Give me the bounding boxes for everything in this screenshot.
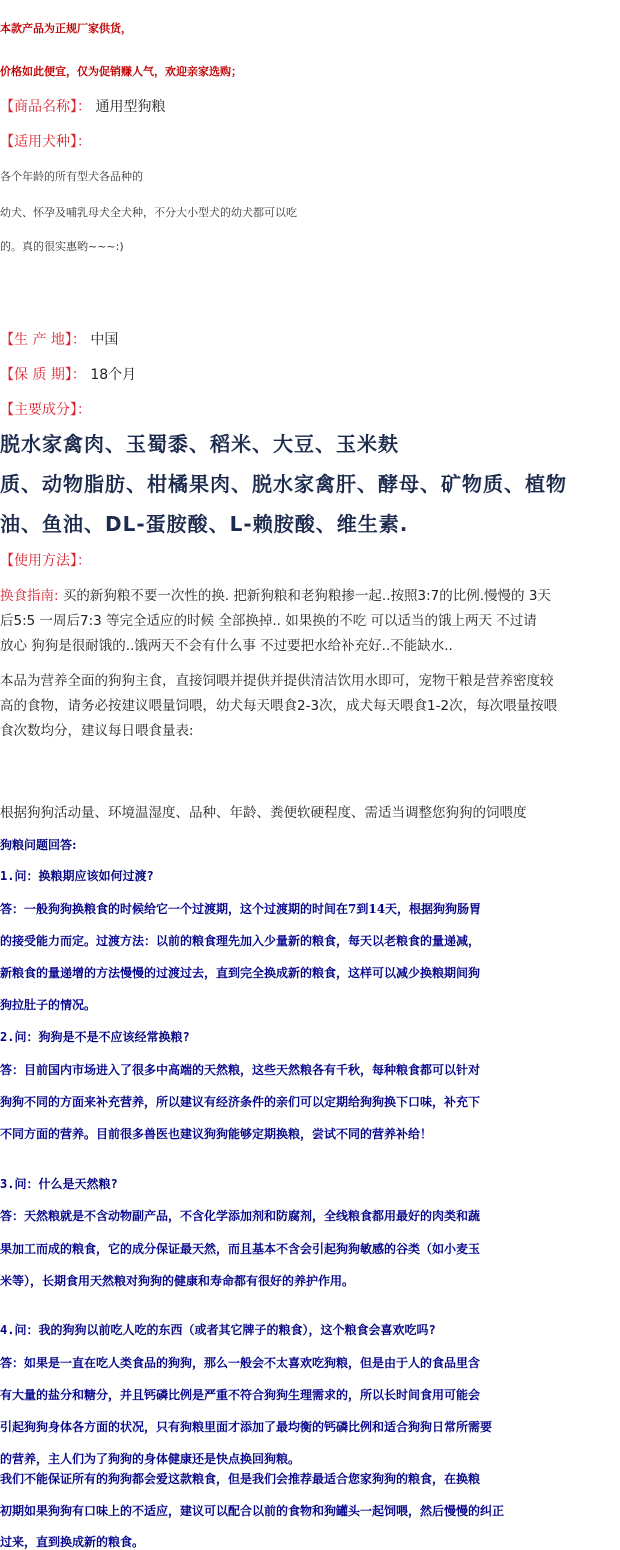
- faq-a3-line-3: 米等），长期食用天然粮对狗狗的健康和寿命都有很好的养护作用。: [0, 1274, 355, 1288]
- faq-a4-line-7: 过来，直到换成新的粮食。: [0, 1535, 145, 1549]
- tip-line-1: [0, 584, 551, 604]
- faq-q3: 3.问：什么是天然粮?: [0, 1177, 118, 1191]
- intro-line-2: 价格如此便宜，仅为促销赚人气，欢迎亲家选购；: [0, 65, 242, 78]
- faq-a3-line-1: 答：天然粮就是不含动物副产品，不含化学添加剂和防腐剂，全线粮食都用最好的肉类和蔬: [0, 1209, 481, 1223]
- ingredients-line-1: 脱水家禽肉、玉蜀黍、稻米、大豆、玉米麸: [0, 432, 399, 456]
- usage-para-line-3: 食次数均分，建议每日喂食量表:: [0, 723, 194, 739]
- faq-a3-line-2: 果加工而成的粮食，它的成分保证最天然，而且基本不含会引起狗狗敏感的谷类（如小麦玉: [0, 1242, 481, 1256]
- product-name-sep: ：: [77, 99, 91, 115]
- origin-value: 中国: [90, 332, 119, 348]
- origin-sep: ：: [71, 332, 86, 348]
- adjust-note: 根据狗狗活动量、环境温湿度、品种、年龄、粪便软硬程度、需适当调整您狗狗的饲喂度: [0, 805, 527, 821]
- shelf-life-row: [0, 364, 136, 384]
- faq-q2: 2.问：狗狗是不是不应该经常换粮?: [0, 1030, 190, 1044]
- faq-q1: 1.问：换粮期应该如何过渡?: [0, 869, 154, 883]
- usage-sep: ：: [77, 553, 91, 569]
- tip-line-3: 放心 狗狗是很耐饿的..饿两天不会有什么事 不过要把水给补充好..不能缺水..: [0, 638, 453, 654]
- suitable-row: [0, 131, 91, 151]
- suitable-line-1: 各个年龄的所有型犬各品种的: [0, 170, 143, 183]
- origin-row: [0, 329, 118, 349]
- ingredients-line-3: 油、鱼油、DL-蛋胺酸、L-赖胺酸、维生素.: [0, 512, 409, 536]
- product-name-row: [0, 96, 165, 116]
- faq-a2-line-2: 狗狗不同的方面来补充营养，所以建议有经济条件的亲们可以定期给狗狗换下口味，补充下: [0, 1095, 481, 1109]
- shelf-life-sep: ：: [71, 367, 86, 383]
- faq-a2-line-1: 答：目前国内市场进入了很多中高端的天然粮，这些天然粮各有千秋，每种粮食都可以针对: [0, 1063, 481, 1077]
- usage-para-line-2: 高的食物，请务必按建议喂量饲喂，幼犬每天喂食2-3次，成犬每天喂食1-2次，每次喂量按喂: [0, 698, 558, 714]
- faq-a4-line-6: 初期如果狗狗有口味上的不适应，建议可以配合以前的食物和狗罐头一起饲喂，然后慢慢的纠正: [0, 1504, 505, 1518]
- suitable-label: 【适用犬种】: [0, 134, 77, 150]
- faq-a4-line-5: 我们不能保证所有的狗狗都会爱这款粮食，但是我们会推荐最适合您家狗狗的粮食，在换粮: [0, 1472, 481, 1486]
- ingredients-row: [0, 399, 91, 419]
- suitable-line-2: 幼犬、怀孕及哺乳母犬全犬种，不分大小型犬的幼犬都可以吃: [0, 206, 297, 219]
- ingredients-label: 【主要成分】: [0, 402, 77, 418]
- shelf-life-value: 18个月: [90, 367, 137, 383]
- tip-label: 换食指南:: [0, 588, 59, 604]
- faq-a4-line-4: 的营养，主人们为了狗狗的身体健康还是快点换回狗粮。: [0, 1452, 301, 1466]
- faq-a1-line-3: 新粮食的量递增的方法慢慢的过渡过去，直到完全换成新的粮食，这样可以减少换粮期间狗: [0, 966, 481, 980]
- ingredients-sep: ：: [77, 402, 91, 418]
- intro-line-1: 本款产品为正规厂家供货，: [0, 22, 132, 35]
- faq-q4: 4.问：我的狗狗以前吃人吃的东西（或者其它牌子的粮食），这个粮食会喜欢吃吗?: [0, 1323, 436, 1337]
- usage-para-line-1: 本品为营养全面的狗狗主食，直接饲喂并提供并提供清洁饮用水即可，宠物干粮是营养密度较: [0, 673, 554, 689]
- shelf-life-label: 【保 质 期】: [0, 367, 72, 383]
- faq-a4-line-2: 有大量的盐分和糖分，并且钙磷比例是严重不符合狗狗生理需求的，所以长时间食用可能会: [0, 1388, 481, 1402]
- tip-text-1: 买的新狗粮不要一次性的换. 把新狗粮和老狗粮掺一起..按照3:7的比例.慢慢的 3天: [58, 588, 551, 604]
- product-name-value: 通用型狗粮: [95, 99, 166, 115]
- product-name-label: 【商品名称】: [0, 99, 77, 115]
- faq-a1-line-4: 狗拉肚子的情况。: [0, 998, 97, 1012]
- faq-a1-line-2: 的接受能力而定。过渡方法：以前的粮食理先加入少量新的粮食，每天以老粮食的量递减，: [0, 934, 481, 948]
- usage-label: 【使用方法】: [0, 553, 77, 569]
- ingredients-line-2: 质、动物脂肪、柑橘果肉、脱水家禽肝、酵母、矿物质、植物: [0, 472, 567, 496]
- faq-title: 狗粮问题回答:: [0, 838, 77, 852]
- faq-a4-line-1: 答：如果是一直在吃人类食品的狗狗，那么一般会不太喜欢吃狗粮，但是由于人的食品里含: [0, 1356, 481, 1370]
- suitable-line-3: 的。真的很实惠哟~~~:): [0, 240, 124, 253]
- faq-a2-line-3: 不同方面的营养。目前很多兽医也建议狗狗能够定期换粮，尝试不同的营养补给！: [0, 1127, 433, 1141]
- suitable-sep: ：: [77, 134, 91, 150]
- tip-line-2: 后5:5 一周后7:3 等完全适应的时候 全部换掉.. 如果换的不吃 可以适当的饿上两天 不过请: [0, 613, 537, 629]
- usage-row: [0, 550, 91, 570]
- faq-a4-line-3: 引起狗狗身体各方面的状况，只有狗粮里面才添加了最均衡的钙磷比例和适合狗狗日常所需要: [0, 1420, 493, 1434]
- faq-a1-line-1: 答：一般狗狗换粮食的时候给它一个过渡期，这个过渡期的时间在7到14天，根据狗狗肠胃: [0, 902, 482, 916]
- origin-label: 【生 产 地】: [0, 332, 72, 348]
